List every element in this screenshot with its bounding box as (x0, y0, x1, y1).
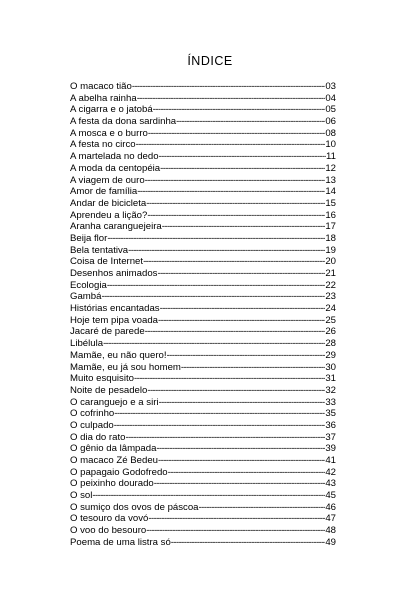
toc-entry (70, 525, 336, 537)
toc-dash-leader (157, 268, 325, 280)
toc-entry-page-number: 17 (325, 221, 336, 233)
toc-entry (70, 408, 336, 420)
toc-entry-page-number: 16 (325, 209, 336, 221)
toc-dash-leader (168, 467, 326, 479)
toc-dash-leader (153, 104, 326, 116)
toc-entry-title: O dia do rato (70, 431, 126, 443)
toc-dash-leader (92, 490, 325, 502)
toc-entry (70, 350, 336, 362)
toc-entry-page-number: 49 (325, 536, 336, 548)
toc-entry-page-number: 32 (325, 384, 336, 396)
toc-entry (70, 81, 336, 93)
toc-entry-page-number: 18 (325, 232, 336, 244)
toc-entry-page-number: 03 (325, 81, 336, 92)
toc-dash-leader (137, 93, 326, 105)
toc-dash-leader (145, 175, 326, 187)
toc-entry-page-number: 29 (325, 349, 336, 361)
toc-entry-title: A mosca e o burro (70, 127, 148, 139)
toc-entry-title: Mamãe, eu não quero! (70, 349, 167, 361)
toc-dash-leader (125, 432, 325, 444)
toc-entry (70, 221, 336, 233)
toc-entry-title: Poema de uma listra só (70, 536, 171, 548)
toc-entry-title: O voo do besouro (70, 525, 147, 537)
toc-dash-leader (147, 385, 325, 397)
toc-entry (70, 256, 336, 268)
toc-entry-page-number: 47 (325, 513, 336, 525)
toc-entry-page-number: 36 (325, 419, 336, 431)
toc-entry-title: Desenhos animados (70, 268, 158, 279)
toc-dash-leader (176, 116, 325, 128)
toc-dash-leader (147, 210, 325, 222)
toc-entry-page-number: 23 (325, 291, 336, 303)
toc-entry (70, 385, 336, 397)
toc-entry (70, 93, 336, 105)
toc-dash-leader (101, 291, 325, 303)
toc-dash-leader (171, 537, 326, 549)
toc-entry-page-number: 04 (325, 92, 336, 104)
toc-entry (70, 315, 336, 327)
toc-entry-title: Ecologia (70, 279, 107, 291)
toc-entry (70, 233, 336, 245)
toc-entry-title: Jacaré de parede (70, 326, 145, 338)
toc-entry-title: Histórias encantadas (70, 303, 160, 315)
toc-entry (70, 139, 336, 151)
toc-entry (70, 280, 336, 292)
toc-entry-page-number: 15 (325, 197, 336, 209)
toc-entry-title: Aprendeu a lição? (70, 209, 148, 221)
toc-entry-title: Coisa de Internet (70, 256, 144, 268)
toc-entry-title: Andar de bicicleta (70, 197, 147, 209)
toc-dash-leader (146, 525, 325, 537)
toc-entry (70, 104, 336, 116)
toc-entry-title: O macaco tião (70, 81, 132, 92)
toc-dash-leader (167, 350, 326, 362)
toc-entry-title: O macaco Zé Bedeu (70, 455, 158, 466)
toc-entry-page-number: 43 (325, 478, 336, 490)
toc-dash-leader (107, 233, 325, 245)
toc-entry-page-number: 12 (325, 162, 336, 174)
toc-entry-title: Mamãe, eu já sou homem (70, 361, 181, 373)
toc-entry-page-number: 42 (325, 466, 336, 478)
toc-entry-title: O culpado (70, 419, 114, 431)
toc-entry (70, 163, 336, 175)
toc-dash-leader (148, 128, 325, 140)
toc-entry (70, 186, 336, 198)
toc-entry (70, 245, 336, 257)
toc-entry-page-number: 11 (326, 151, 336, 163)
toc-entry-page-number: 39 (325, 443, 336, 455)
toc-entry-title: A abelha rainha (70, 92, 137, 104)
toc-dash-leader (114, 408, 325, 420)
toc-entry (70, 455, 336, 467)
toc-entry-page-number: 13 (325, 174, 336, 186)
toc-entry (70, 338, 336, 350)
toc-entry-page-number: 30 (325, 361, 336, 373)
toc-entry-page-number: 22 (325, 279, 336, 291)
toc-dash-leader (143, 256, 325, 268)
toc-entry (70, 151, 336, 163)
toc-dash-leader (146, 198, 325, 210)
toc-entry (70, 537, 336, 549)
toc-entry-title: O tesouro da vovó (70, 513, 149, 525)
toc-entry (70, 291, 336, 303)
toc-dash-leader (160, 303, 326, 315)
toc-dash-leader (137, 186, 325, 198)
toc-entry (70, 175, 336, 187)
toc-entry (70, 502, 336, 514)
toc-entry (70, 467, 336, 479)
toc-entry (70, 373, 336, 385)
toc-entry (70, 128, 336, 140)
toc-entry-title: Aranha caranguejeira (70, 221, 162, 233)
toc-entry-page-number: 37 (325, 431, 336, 443)
toc-entry-title: Amor de família (70, 186, 138, 198)
toc-entry (70, 116, 336, 128)
toc-entry-title: Gambá (70, 291, 102, 303)
toc-entry-title: O cofrinho (70, 408, 115, 420)
toc-entry (70, 420, 336, 432)
toc-entry-title: A festa da dona sardinha (70, 116, 177, 128)
toc-entry-page-number: 41 (325, 455, 336, 466)
toc-entry-title: O papagaio Godofredo (70, 466, 168, 478)
toc-dash-leader (154, 478, 326, 490)
toc-entry-page-number: 19 (325, 244, 336, 256)
toc-entry (70, 326, 336, 338)
toc-entry-page-number: 10 (325, 139, 336, 151)
toc-entry-page-number: 48 (325, 525, 336, 537)
toc-entry-page-number: 28 (325, 338, 336, 350)
table-of-contents (70, 81, 336, 549)
toc-entry-page-number: 35 (325, 408, 336, 420)
toc-entry-page-number: 26 (325, 326, 336, 338)
page-title: ÍNDICE (187, 54, 233, 68)
toc-entry (70, 397, 336, 409)
toc-dash-leader (159, 151, 326, 163)
toc-entry-title: A cigarra e o jatobá (70, 104, 153, 116)
toc-entry (70, 210, 336, 222)
toc-entry (70, 443, 336, 455)
toc-dash-leader (148, 513, 325, 525)
toc-entry-page-number: 05 (325, 104, 336, 116)
toc-dash-leader (199, 502, 326, 514)
toc-entry (70, 362, 336, 374)
toc-entry-title: Beija flor (70, 232, 108, 244)
toc-dash-leader (132, 81, 325, 93)
toc-entry-page-number: 21 (325, 268, 336, 279)
toc-entry-title: O peixinho dourado (70, 478, 154, 490)
toc-dash-leader (181, 362, 325, 374)
toc-dash-leader (136, 139, 326, 151)
toc-entry-title: Hoje tem pipa voada (70, 314, 158, 326)
toc-entry-page-number: 31 (325, 373, 336, 385)
toc-entry-title: O sumiço dos ovos de páscoa (70, 501, 199, 513)
toc-entry-title: O caranguejo e a siri (70, 396, 159, 408)
toc-entry-page-number: 33 (325, 396, 336, 408)
toc-entry-title: O gênio da lâmpada (70, 443, 157, 455)
toc-dash-leader (162, 221, 326, 233)
toc-dash-leader (103, 338, 325, 350)
toc-dash-leader (160, 163, 325, 175)
toc-entry-title: A viagem de ouro (70, 174, 145, 186)
toc-dash-leader (158, 315, 325, 327)
toc-entry-page-number: 24 (325, 303, 336, 315)
toc-dash-leader (145, 326, 326, 338)
toc-dash-leader (158, 455, 325, 467)
toc-entry-title: A moda da centopéia (70, 162, 161, 174)
toc-entry (70, 198, 336, 210)
toc-entry-title: Muito esquisito (70, 373, 134, 385)
toc-entry (70, 268, 336, 280)
toc-entry (70, 490, 336, 502)
toc-entry-title: Libélula (70, 338, 104, 350)
toc-entry-page-number: 20 (325, 256, 336, 268)
toc-dash-leader (128, 245, 325, 257)
toc-entry-page-number: 46 (325, 501, 336, 513)
toc-entry (70, 513, 336, 525)
toc-entry-title: A martelada no dedo (70, 151, 159, 163)
toc-entry-title: O sol (70, 490, 93, 502)
toc-dash-leader (107, 280, 326, 292)
toc-entry (70, 478, 336, 490)
toc-entry-page-number: 14 (325, 186, 336, 198)
toc-entry-title: Bela tentativa (70, 244, 129, 256)
toc-entry-page-number: 08 (325, 127, 336, 139)
toc-entry-page-number: 06 (325, 116, 336, 128)
toc-entry-page-number: 45 (325, 490, 336, 502)
toc-entry (70, 303, 336, 315)
toc-entry-title: Noite de pesadelo (70, 384, 148, 396)
toc-dash-leader (159, 397, 326, 409)
toc-entry-page-number: 25 (325, 314, 336, 326)
toc-dash-leader (114, 420, 326, 432)
toc-dash-leader (156, 443, 325, 455)
toc-entry-title: A festa no circo (70, 139, 136, 151)
toc-dash-leader (134, 373, 325, 385)
toc-entry (70, 432, 336, 444)
